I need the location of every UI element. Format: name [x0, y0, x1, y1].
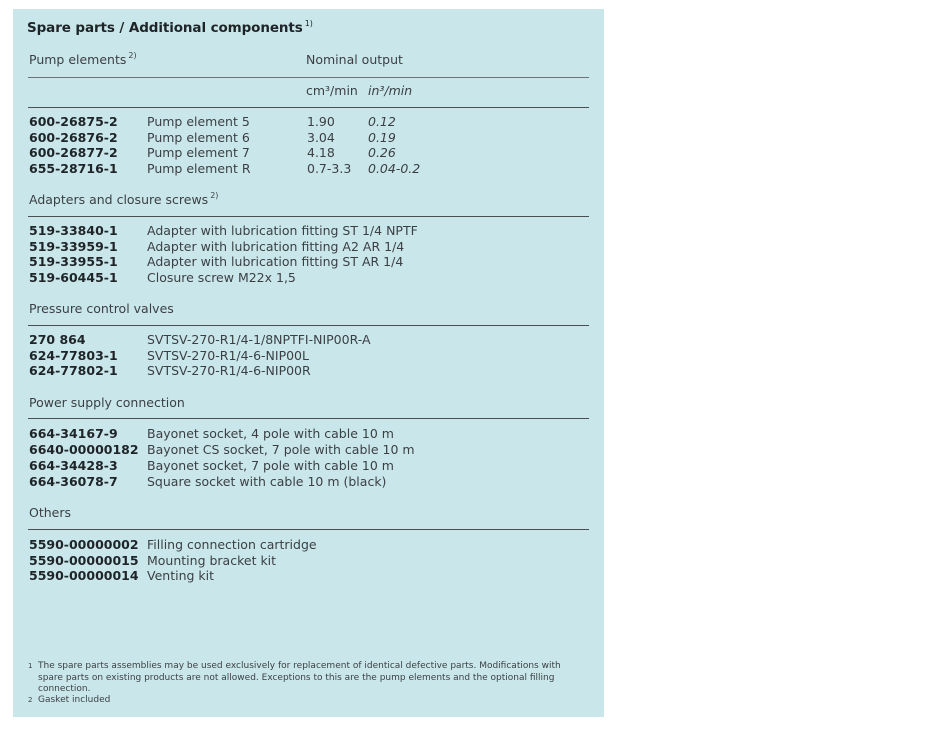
- part-number: 600-26875-2: [29, 114, 118, 129]
- adapters-section-heading: Adapters and closure screws $^{2)}$: [29, 191, 219, 207]
- output-cm: 0.7-3.3: [307, 161, 352, 177]
- page-title: Spare parts / Additional components $^{1)}$: [27, 19, 313, 36]
- divider: [28, 325, 589, 326]
- part-description: Square socket with cable 10 m (black): [147, 473, 387, 489]
- divider: [28, 107, 589, 108]
- part-number: 519-60445-1: [29, 270, 118, 286]
- part-number: 6640-00000182: [29, 441, 139, 457]
- part-number: 664-34428-3: [29, 457, 118, 473]
- divider: [28, 216, 589, 217]
- pump-section-heading: Pump elements $^{2)}$: [29, 51, 137, 67]
- part-number: 519-33959-1: [29, 238, 118, 254]
- part-description: Mounting bracket kit: [147, 552, 277, 568]
- part-description: Bayonet CS socket, 7 pole with cable 10 m: [147, 441, 415, 457]
- part-description: SVTSV-270-R1/4-6-NIP00R: [147, 363, 311, 379]
- divider: [28, 529, 589, 530]
- output-in: 0.12: [368, 114, 396, 129]
- unit-in-heading: in³/min: [368, 83, 413, 98]
- part-description: Bayonet socket, 4 pole with cable 10 m: [147, 426, 394, 441]
- part-number: 5590-00000015: [29, 552, 139, 568]
- part-description: Venting kit: [147, 568, 215, 584]
- output-in: 0.26: [368, 145, 396, 161]
- output-cm: 1.90: [307, 114, 335, 129]
- part-description: SVTSV-270-R1/4-6-NIP00L: [147, 347, 309, 363]
- power-section-heading: Power supply connection: [29, 395, 185, 410]
- output-cm: 4.18: [307, 145, 335, 161]
- part-description: Adapter with lubrication fitting ST AR 1/4: [147, 254, 404, 270]
- part-description: Pump element 5: [147, 114, 250, 129]
- part-number: 519-33840-1: [29, 223, 118, 238]
- unit-cm-heading: cm³/min: [306, 83, 358, 98]
- part-description: Closure screw M22x 1,5: [147, 270, 296, 286]
- output-cm: 3.04: [307, 129, 335, 145]
- part-number: 5590-00000002: [29, 537, 139, 552]
- part-description: Filling connection cartridge: [147, 537, 317, 552]
- part-number: 5590-00000014: [29, 568, 139, 584]
- part-description: SVTSV-270-R1/4-1/8NPTFI-NIP00R-A: [147, 332, 371, 347]
- part-number: 664-36078-7: [29, 473, 118, 489]
- part-number: 624-77802-1: [29, 363, 118, 379]
- divider: [28, 77, 589, 78]
- spare-parts-panel: Spare parts / Additional components $^{1)}$ Pump elements $^{2)}$ Nominal output cm³/min in³/min 600-26875-2 Pump element 5 1.90 0.12 600-26876-2 Pump element 6 3.04 0.19 600-26877-2 Pump element 7 4.18 0.26 655-28716-1 Pump element R 0.7-3.3 0.04-0.2 Adapters and closure screws $^{2)}$ 519-33840-1 Adapter with lubrication fitting ST 1/4 NPTF 519-33959-1 Adapter with lubrication fitting A2 AR 1/4 519-33955-1 Adapter with lubrication fitting ST AR 1/4 519-60445-1 Closure screw M22x 1,5 Pressure control valves 270 864 SVTSV-270-R1/4-1/8NPTFI-NIP00R-A 624-77803-1 SVTSV-270-R1/4-6-NIP00L 624-77802-1 SVTSV-270-R1/4-6-NIP00R Power supply connection 664-34167-9 Bayonet socket, 4 pole with cable 10 m 6640-00000182 Bayonet CS socket, 7 pole with cable 10 m 664-34428-3 Bayonet socket, 7 pole with cable 10 m 664-36078-7 Square socket with cable 10 m (black) Others 5590-00000002 Filling connection cartridge 5590-00000015 Mounting bracket kit 5590-00000014 Venting kit 1 The spare parts assemblies may be used exclusively for replacement of identical defective parts. Modifications with spare parts on existing products are not allowed. Exceptions to this are the pump elements and the optional filling connection. 2 Gasket included: [13, 9, 604, 717]
- nominal-output-heading: Nominal output: [306, 52, 403, 67]
- part-description: Pump element 7: [147, 145, 250, 161]
- part-number: 655-28716-1: [29, 161, 118, 177]
- part-number: 624-77803-1: [29, 347, 118, 363]
- part-number: 664-34167-9: [29, 426, 118, 441]
- part-number: 519-33955-1: [29, 254, 118, 270]
- part-description: Adapter with lubrication fitting A2 AR 1/4: [147, 238, 405, 254]
- part-number: 600-26876-2: [29, 129, 118, 145]
- part-number: 270 864: [29, 332, 86, 347]
- valves-section-heading: Pressure control valves: [29, 301, 174, 316]
- part-description: Bayonet socket, 7 pole with cable 10 m: [147, 457, 394, 473]
- part-description: Pump element R: [147, 161, 251, 177]
- others-section-heading: Others: [29, 505, 72, 520]
- part-description: Pump element 6: [147, 129, 250, 145]
- output-in: 0.19: [368, 129, 396, 145]
- output-in: 0.04-0.2: [368, 161, 421, 177]
- divider: [28, 418, 589, 419]
- part-number: 600-26877-2: [29, 145, 118, 161]
- part-description: Adapter with lubrication fitting ST 1/4 NPTF: [147, 223, 418, 238]
